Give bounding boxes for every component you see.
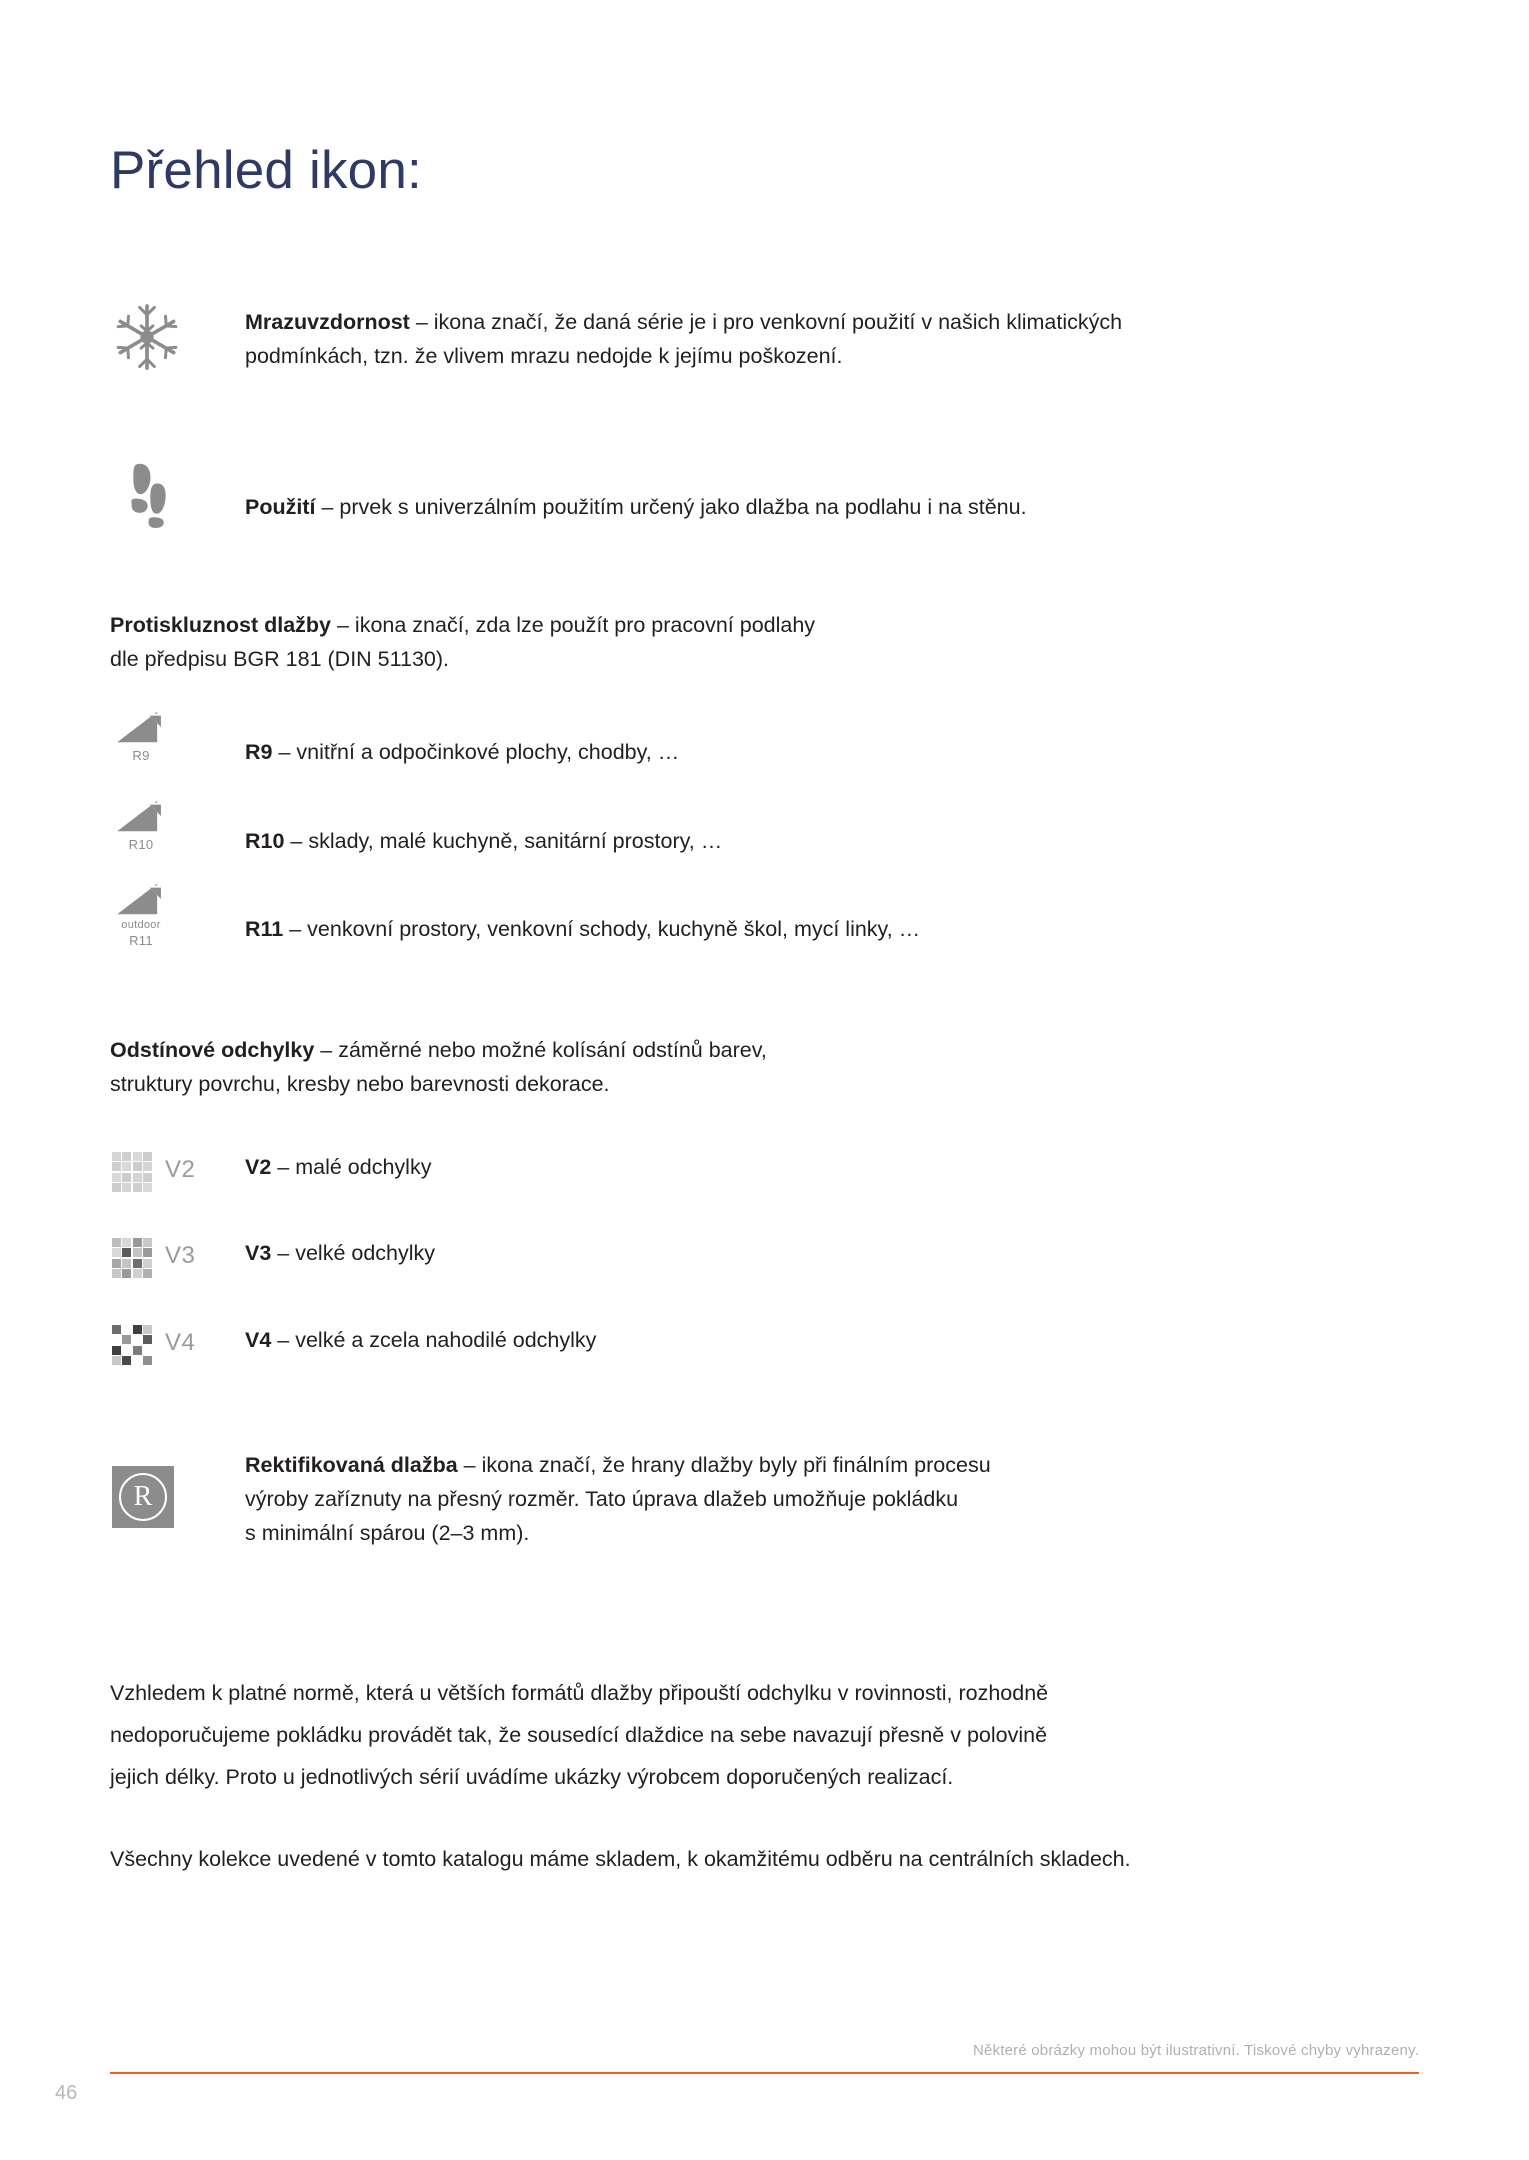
- footer-note: Některé obrázky mohou být ilustrativní. Tiskové chyby vyhrazeny.: [972, 2042, 1419, 2059]
- shade-item-v3-desc: – velké odchylky: [271, 1241, 436, 1265]
- slip-item-r10-desc: – sklady, malé kuchyně, sanitární prostory, …: [284, 829, 723, 853]
- note-p1-line3: jejich délky. Proto u jednotlivých sérií uvádíme ukázky výrobcem doporučených realizací.: [110, 1765, 954, 1789]
- shade-heading: [110, 1033, 1350, 1101]
- shade-lead: Odstínové odchylky: [110, 1038, 315, 1062]
- shade-item-v2-text: [245, 1150, 431, 1184]
- note-paragraph-2: [110, 1838, 1450, 1880]
- shade-code-v2: V2: [165, 1156, 196, 1183]
- slip-item-r10-text: [245, 824, 722, 858]
- frost-line2: podmínkách, tzn. že vlivem mrazu nedojde k jejímu poškození.: [245, 344, 843, 368]
- slip-ramp-icon-r11: [112, 880, 170, 948]
- slip-item-r11-lead: R11: [245, 917, 284, 941]
- slip-item-r9-desc: – vnitřní a odpočinkové plochy, chodby, …: [272, 740, 680, 764]
- slip-ramp-icon-r9: [112, 708, 170, 763]
- slip-badge-label-r11: R11: [129, 933, 153, 948]
- slip-badge-label-r10: R10: [128, 837, 154, 852]
- rectified-line1: – ikona značí, že hrany dlažby byly při finálním procesu: [457, 1453, 991, 1477]
- rectified-line3: s minimální spárou (2–3 mm).: [245, 1521, 530, 1545]
- page-title: Přehled ikon:: [110, 141, 422, 200]
- rectified-lead: Rektifikovaná dlažba: [245, 1453, 458, 1477]
- note-p1-line2: nedoporučujeme pokládku provádět tak, že sousedící dlaždice na sebe navazují přesně v polovině: [110, 1723, 1048, 1747]
- slip-line1: – ikona značí, zda lze použít pro pracovní podlahy: [331, 613, 816, 637]
- shade-item-v4-desc: – velké a zcela nahodilé odchylky: [271, 1328, 597, 1352]
- usage-line1: – prvek s univerzálním použitím určený jako dlažba na podlahu i na stěnu.: [315, 495, 1027, 519]
- footer-divider: [110, 2072, 1419, 2074]
- rectified-line2: výroby zaříznuty na přesný rozměr. Tato úprava dlažeb umožňuje pokládku: [245, 1487, 959, 1511]
- slip-heading: [110, 608, 1350, 676]
- shade-item-v2-lead: V2: [245, 1155, 272, 1179]
- footsteps-icon: [118, 462, 172, 528]
- usage-text: [245, 490, 1425, 524]
- shade-code-v3: V3: [165, 1242, 196, 1269]
- shade-item-v4-text: [245, 1323, 596, 1357]
- slip-badge-label-r9: R9: [132, 748, 150, 763]
- shade-grid-icon-v4: [112, 1325, 152, 1365]
- frost-text: [245, 305, 1425, 373]
- slip-item-r10-lead: R10: [245, 829, 285, 853]
- snowflake-icon: [110, 300, 184, 374]
- rectified-r-icon: [112, 1466, 174, 1528]
- slip-item-r11-desc: – venkovní prostory, venkovní schody, kuchyně škol, mycí linky, …: [283, 917, 921, 941]
- usage-lead: Použití: [245, 495, 316, 519]
- shade-code-v4: V4: [165, 1329, 196, 1356]
- shade-item-v2-desc: – malé odchylky: [271, 1155, 432, 1179]
- note-p2-line1: Všechny kolekce uvedené v tomto katalogu máme skladem, k okamžitému odběru na centrálních skladech.: [110, 1847, 1131, 1871]
- note-paragraph-1: [110, 1672, 1430, 1798]
- shade-grid-icon-v2: [112, 1152, 152, 1192]
- rectified-text: [245, 1448, 1435, 1550]
- shade-item-v3-lead: V3: [245, 1241, 272, 1265]
- frost-line1: – ikona značí, že daná série je i pro venkovní použití v našich klimatických: [409, 310, 1123, 334]
- shade-line1: – záměrné nebo možné kolísání odstínů barev,: [314, 1038, 767, 1062]
- slip-line2: dle předpisu BGR 181 (DIN 51130).: [110, 647, 450, 671]
- slip-lead: Protiskluznost dlažby: [110, 613, 332, 637]
- shade-item-v4-lead: V4: [245, 1328, 272, 1352]
- slip-item-r9-lead: R9: [245, 740, 273, 764]
- shade-item-v3-text: [245, 1236, 435, 1270]
- slip-item-r9-text: [245, 735, 679, 769]
- frost-lead: Mrazuvzdornost: [245, 310, 410, 334]
- slip-ramp-icon-r10: [112, 797, 170, 852]
- rectified-r-letter: R: [119, 1473, 167, 1521]
- slip-item-r11-text: [245, 912, 920, 946]
- note-p1-line1: Vzhledem k platné normě, která u větších formátů dlažby připouští odchylku v rovinnosti, rozhodně: [110, 1681, 1049, 1705]
- slip-badge-sublabel-r11: outdoor: [121, 919, 161, 931]
- shade-grid-icon-v3: [112, 1238, 152, 1278]
- shade-line2: struktury povrchu, kresby nebo barevnosti dekorace.: [110, 1072, 610, 1096]
- page-number: 46: [55, 2082, 78, 2104]
